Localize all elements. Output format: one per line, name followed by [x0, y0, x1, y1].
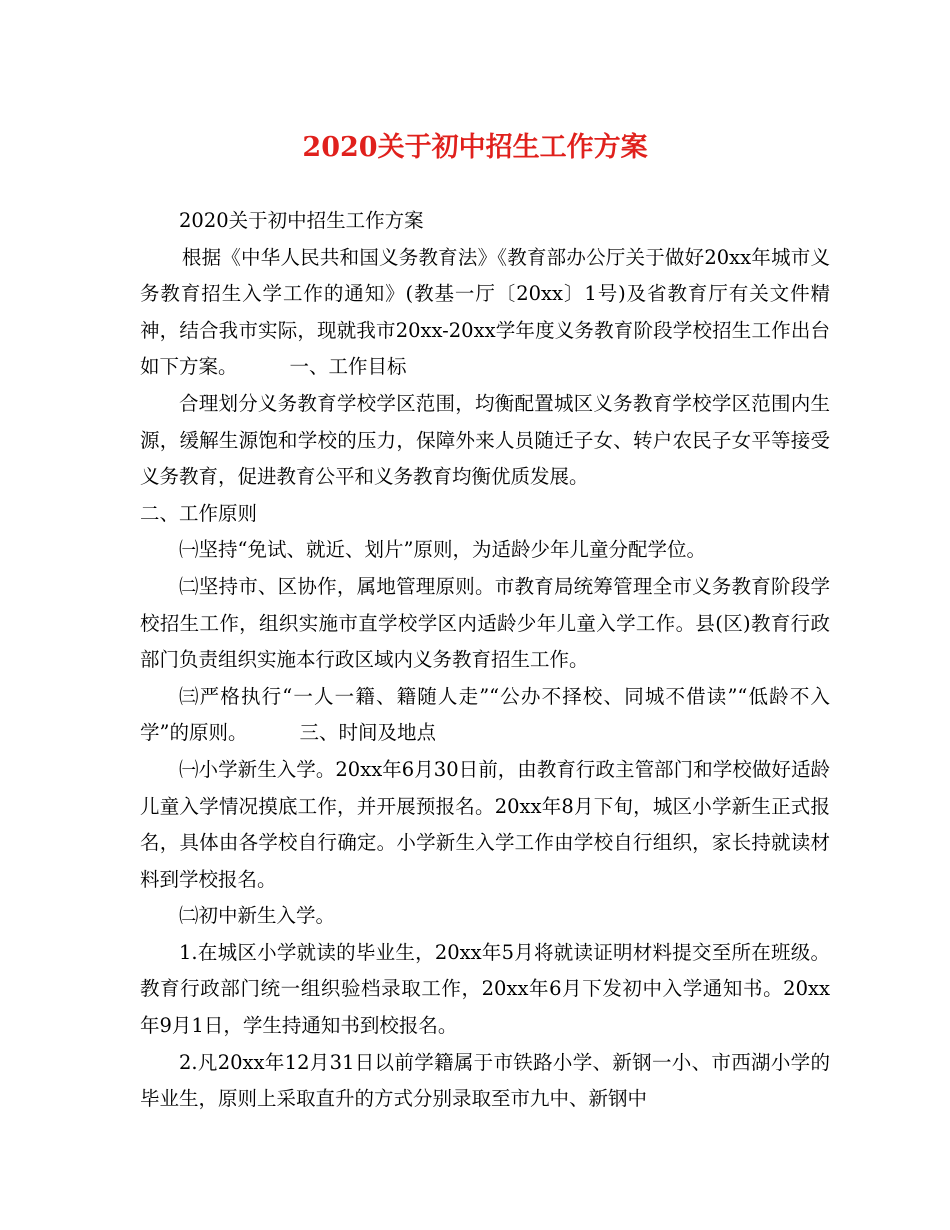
intro-text: 根据《中华人民共和国义务教育法》《教育部办公厅关于做好20xx年城市义务教育招生入学工作的通知》(教基一厅〔20xx〕1号)及省教育厅有关文件精神，结合我市实际，现就我市20xx-20xx学年度义务教育阶段学校招生工作出台如下方案。: [140, 245, 830, 379]
principle-3-text: ㈢严格执行“一人一籍、籍随人走”“公办不择校、同城不借读”“低龄不入学”的原则。: [140, 684, 830, 745]
paragraph-principle-3: [140, 679, 830, 752]
paragraph-primary-enrollment: ㈠小学新生入学。20xx年6月30日前，由教育行政主管部门和学校做好适龄儿童入学情况摸底工作，并开展预报名。20xx年8月下旬，城区小学新生正式报名，具体由各学校自行确定。小学新生入学工作由学校自行组织，家长持就读材料到学校报名。: [140, 757, 830, 891]
paragraph-subtitle: 2020关于初中招生工作方案: [179, 209, 424, 232]
section-heading-time: 三、时间及地点: [299, 721, 436, 745]
paragraph-intro: [140, 240, 830, 386]
section-heading-principles: 二、工作原则: [140, 501, 258, 525]
paragraph-item-1: 1.在城区小学就读的毕业生，20xx年5月将就读证明材料提交至所在班级。教育行政部门统一组织验档录取工作，20xx年6月下发初中入学通知书。20xx年9月1日，学生持通知书到校报名。: [140, 940, 830, 1038]
section-heading-goals: 一、工作目标: [289, 355, 407, 379]
document-body: [140, 203, 830, 1118]
paragraph-principle-2: ㈡坚持市、区协作，属地管理原则。市教育局统筹管理全市义务教育阶段学校招生工作，组织实施市直学校学区内适龄少年儿童入学工作。县(区)教育行政部门负责组织实施本行政区域内义务教育招生工作。: [140, 574, 830, 672]
paragraph-goals: 合理划分义务教育学校学区范围，均衡配置城区义务教育学校学区范围内生源，缓解生源饱和学校的压力，保障外来人员随迁子女、转户农民子女平等接受义务教育，促进教育公平和义务教育均衡优质发展。: [140, 391, 830, 489]
paragraph-junior-enrollment: ㈡初中新生入学。: [179, 904, 336, 928]
paragraph-principle-1: ㈠坚持“免试、就近、划片”原则，为适龄少年儿童分配学位。: [179, 538, 706, 562]
paragraph-item-2: 2.凡20xx年12月31日以前学籍属于市铁路小学、新钢一小、市西湖小学的毕业生，原则上采取直升的方式分别录取至市九中、新钢中: [140, 1050, 830, 1111]
document-title: 2020关于初中招生工作方案: [302, 132, 648, 163]
